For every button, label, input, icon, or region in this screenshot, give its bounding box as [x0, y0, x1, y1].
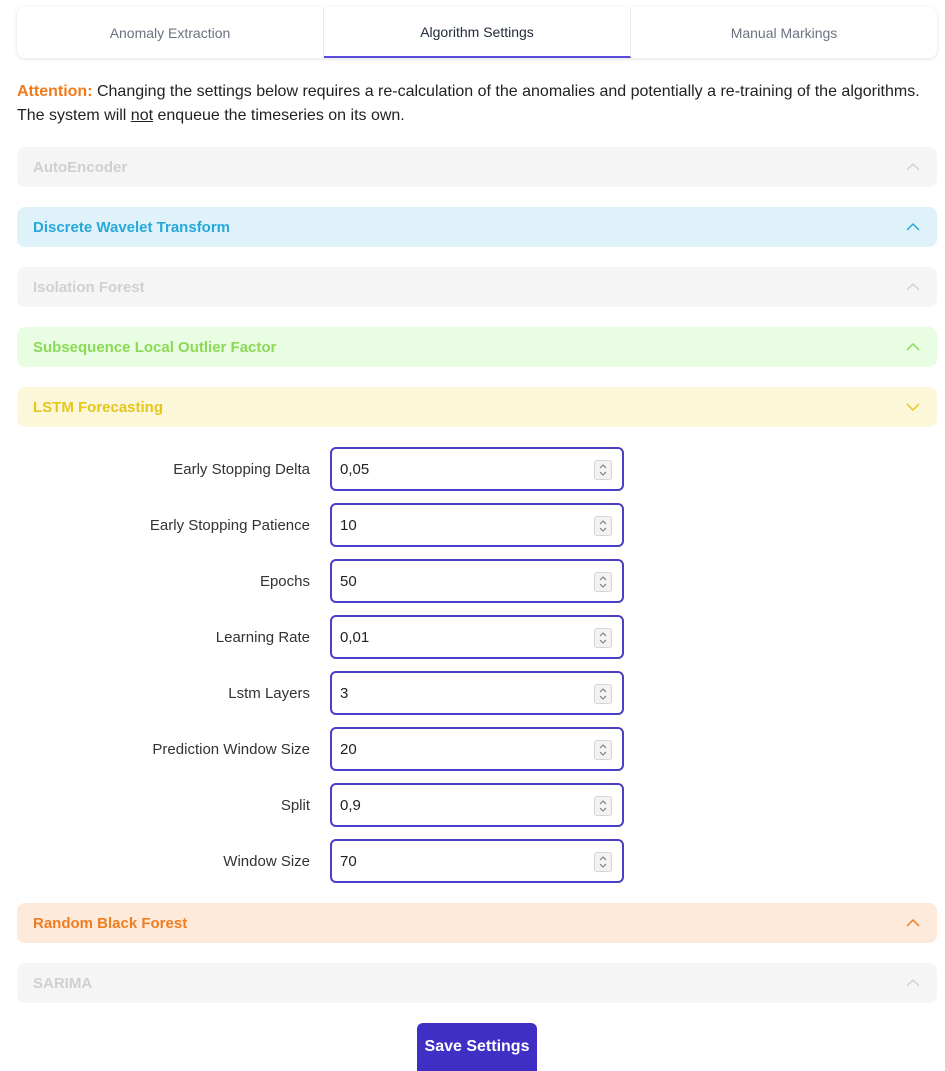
lstm-layers-input[interactable] [340, 673, 580, 713]
panel-title: AutoEncoder [33, 158, 128, 176]
tab-bar [17, 7, 937, 58]
split-input[interactable] [340, 785, 580, 825]
epochs-input[interactable] [340, 561, 580, 601]
number-field [330, 839, 624, 883]
field-label: Early Stopping Patience [149, 516, 310, 534]
field-row-early-stopping-patience [0, 503, 945, 547]
notice-emphasis: not [130, 107, 154, 124]
field-label: Early Stopping Delta [173, 460, 310, 478]
tab-manual-markings[interactable]: Manual Markings [730, 24, 838, 41]
panel-title: Subsequence Local Outlier Factor [33, 338, 277, 356]
window-size-input[interactable] [340, 841, 580, 881]
number-field [330, 671, 624, 715]
learning-rate-input[interactable] [340, 617, 580, 657]
notice-text-before: Changing the settings below requires a re-calculation of the anomalies and potentially a re-training of the algorithms. The system will [17, 83, 920, 124]
number-field [330, 559, 624, 603]
chevron-up-icon [905, 279, 921, 295]
panel-title: LSTM Forecasting [33, 398, 164, 416]
field-row-epochs [0, 559, 945, 603]
panel-isolation-forest[interactable] [17, 267, 937, 307]
number-field [330, 783, 624, 827]
chevron-up-icon [905, 339, 921, 355]
save-settings-button[interactable]: Save Settings [417, 1023, 537, 1071]
chevron-up-icon [905, 159, 921, 175]
panel-sarima[interactable] [17, 963, 937, 1003]
panel-discrete-wavelet-transform[interactable] [17, 207, 937, 247]
early-stopping-patience-input[interactable] [340, 505, 580, 545]
field-row-prediction-window-size [0, 727, 945, 771]
spinner-arrows-icon[interactable] [594, 796, 612, 816]
number-field [330, 615, 624, 659]
early-stopping-delta-input[interactable] [340, 449, 580, 489]
notice-text-after: enqueue the timeseries on its own. [153, 107, 405, 124]
panel-autoencoder[interactable] [17, 147, 937, 187]
spinner-arrows-icon[interactable] [594, 852, 612, 872]
field-row-lstm-layers [0, 671, 945, 715]
field-label: Window Size [223, 852, 310, 870]
panel-title: Discrete Wavelet Transform [33, 218, 231, 236]
panel-random-black-forest[interactable] [17, 903, 937, 943]
panel-title: Isolation Forest [33, 278, 145, 296]
spinner-arrows-icon[interactable] [594, 460, 612, 480]
chevron-down-icon [905, 399, 921, 415]
attention-notice [17, 80, 932, 128]
field-label: Learning Rate [215, 628, 310, 646]
chevron-up-icon [905, 915, 921, 931]
field-row-learning-rate [0, 615, 945, 659]
field-row-split [0, 783, 945, 827]
number-field [330, 503, 624, 547]
chevron-up-icon [905, 219, 921, 235]
panel-subsequence-local-outlier-factor[interactable] [17, 327, 937, 367]
spinner-arrows-icon[interactable] [594, 684, 612, 704]
field-row-early-stopping-delta [0, 447, 945, 491]
spinner-arrows-icon[interactable] [594, 740, 612, 760]
attention-label: Attention: [17, 83, 93, 100]
field-label: Prediction Window Size [152, 740, 310, 758]
panel-title: Random Black Forest [33, 914, 188, 932]
field-label: Epochs [259, 572, 310, 590]
spinner-arrows-icon[interactable] [594, 572, 612, 592]
spinner-arrows-icon[interactable] [594, 516, 612, 536]
field-label: Lstm Layers [228, 684, 310, 702]
number-field [330, 447, 624, 491]
spinner-arrows-icon[interactable] [594, 628, 612, 648]
tab-anomaly-extraction[interactable]: Anomaly Extraction [17, 7, 324, 58]
field-row-window-size [0, 839, 945, 883]
tab-algorithm-settings[interactable]: Algorithm Settings [324, 7, 631, 58]
chevron-up-icon [905, 975, 921, 991]
panel-lstm-forecasting[interactable] [17, 387, 937, 427]
panel-title: SARIMA [33, 974, 93, 992]
number-field [330, 727, 624, 771]
prediction-window-size-input[interactable] [340, 729, 580, 769]
field-label: Split [280, 796, 310, 814]
